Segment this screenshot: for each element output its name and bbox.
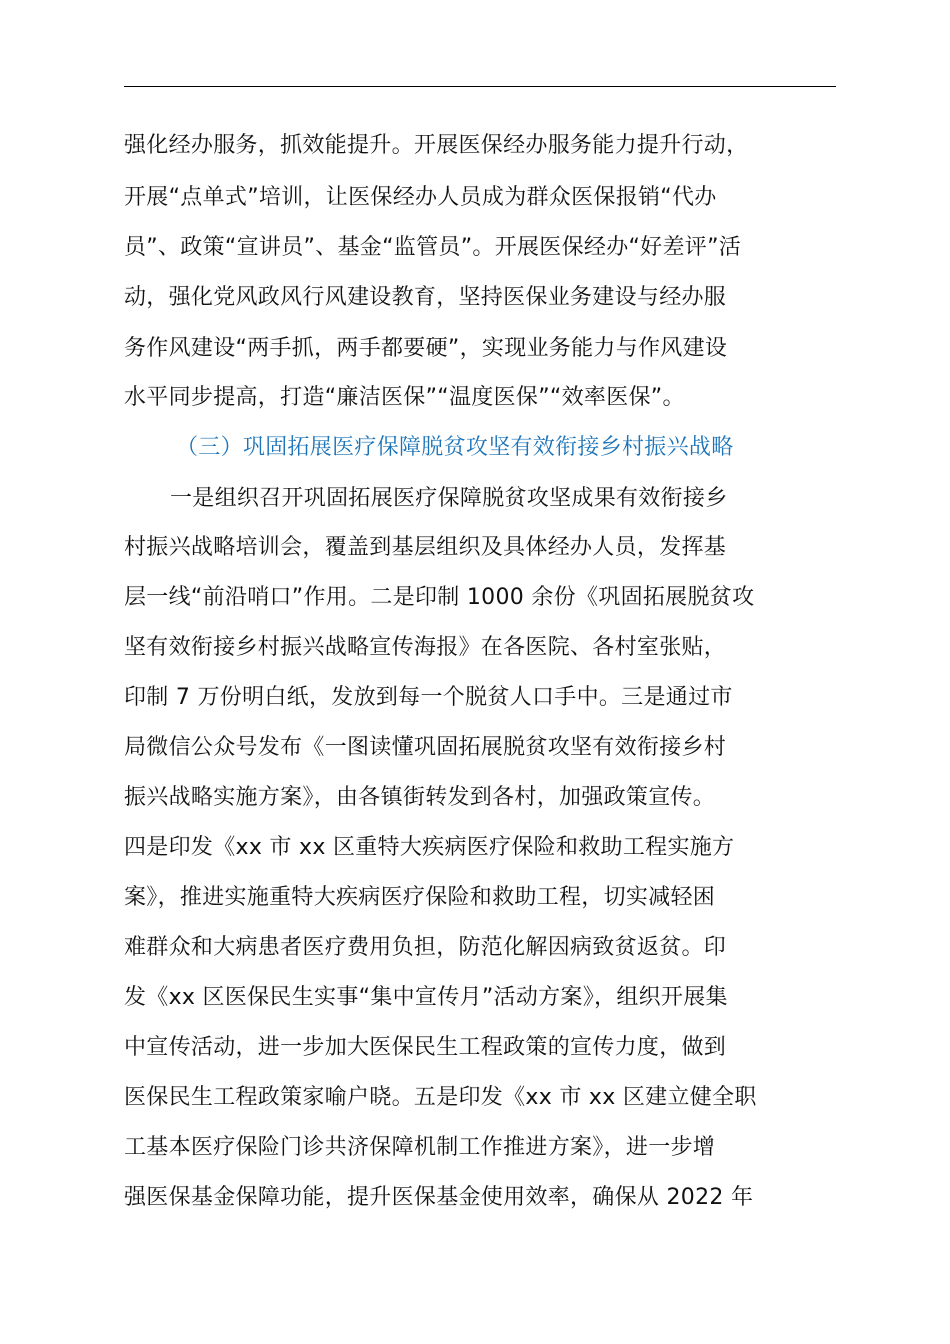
text-line: 水平同步提高，打造“廉洁医保”“温度医保”“效率医保”。 <box>124 385 685 410</box>
text-line: 员”、政策“宣讲员”、基金“监管员”。开展医保经办“好差评”活 <box>124 235 742 260</box>
text-line: 中宣传活动，进一步加大医保民生工程政策的宣传力度，做到 <box>124 1035 727 1060</box>
text-line: 四是印发《xx 市 xx 区重特大疾病医疗保险和救助工程实施方 <box>124 835 735 860</box>
text-line: 难群众和大病患者医疗费用负担，防范化解因病致贫返贫。印 <box>124 935 727 960</box>
text-line: 村振兴战略培训会，覆盖到基层组织及具体经办人员，发挥基 <box>124 535 727 560</box>
text-line: 一是组织召开巩固拓展医疗保障脱贫攻坚成果有效衔接乡 <box>170 486 728 511</box>
text-line: 强医保基金保障功能，提升医保基金使用效率，确保从 2022 年 <box>124 1185 754 1210</box>
text-line: 强化经办服务，抓效能提升。开展医保经办服务能力提升行动， <box>124 133 749 158</box>
header-rule <box>124 86 836 87</box>
text-line: 印制 7 万份明白纸，发放到每一个脱贫人口手中。三是通过市 <box>124 685 733 710</box>
text-line: 案》，推进实施重特大疾病医疗保险和救助工程，切实减轻困 <box>124 885 716 910</box>
text-line: 开展“点单式”培训，让医保经办人员成为群众医保报销“代办 <box>124 185 717 210</box>
text-line: 工基本医疗保险门诊共济保障机制工作推进方案》，进一步增 <box>124 1135 716 1160</box>
text-line: 发《xx 区医保民生实事“集中宣传月”活动方案》，组织开展集 <box>124 985 728 1010</box>
text-line: 振兴战略实施方案》，由各镇街转发到各村，加强政策宣传。 <box>124 785 716 810</box>
text-line: 动，强化党风政风行风建设教育，坚持医保业务建设与经办服 <box>124 285 727 310</box>
text-line: 医保民生工程政策家喻户晓。五是印发《xx 市 xx 区建立健全职 <box>124 1085 757 1110</box>
text-line: 务作风建设“两手抓，两手都要硬”，实现业务能力与作风建设 <box>124 336 728 361</box>
text-line: 局微信公众号发布《一图读懂巩固拓展脱贫攻坚有效衔接乡村 <box>124 735 727 760</box>
section-heading: （三）巩固拓展医疗保障脱贫攻坚有效衔接乡村振兴战略 <box>176 435 734 460</box>
text-line: 层一线“前沿哨口”作用。二是印制 1000 余份《巩固拓展脱贫攻 <box>124 585 755 610</box>
text-line: 坚有效衔接乡村振兴战略宣传海报》在各医院、各村室张贴， <box>124 635 727 660</box>
